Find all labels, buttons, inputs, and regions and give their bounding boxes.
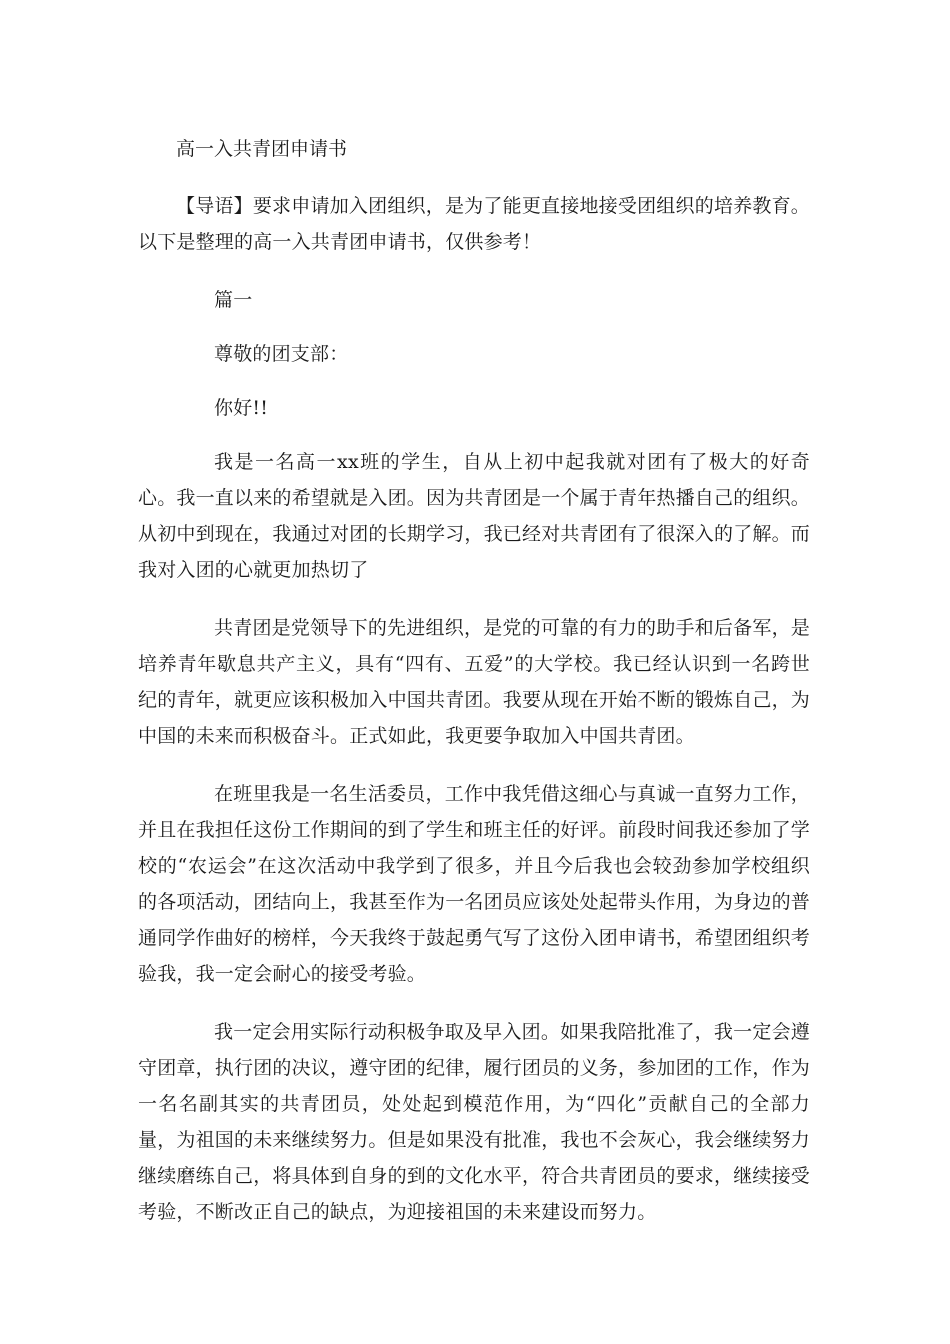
body-paragraph-1: 我是一名高一xx班的学生，自从上初中起我就对团有了极大的好奇心。我一直以来的希望就是入团。因为共青团是一个属于青年热播自己的组织。从初中到现在，我通过对团的长期学习，我已经对共青团有了很深入的了解。而我对入团的心就更加热切了 [138,451,811,581]
document-title: 高一入共青团申请书 [176,138,348,160]
body-paragraph-4: 我一定会用实际行动积极争取及早入团。如果我陪批准了，我一定会遵守团章，执行团的决议，遵守团的纪律，履行团员的义务，参加团的工作，作为一名名副其实的共青团员，处处起到模范作用，为“四化”贡献自己的全部力量，为祖国的未来继续努力。但是如果没有批准，我也不会灰心，我会继续努力继续磨练自己，将具体到自身的到的文化水平，符合共青团员的要求，继续接受考验，不断改正自己的缺点，为迎接祖国的未来建设而努力。 [138,1021,811,1223]
body-paragraph-3: 在班里我是一名生活委员，工作中我凭借这细心与真诚一直努力工作，并且在我担任这份工作期间的到了学生和班主任的好评。前段时间我还参加了学校的“农运会”在这次活动中我学到了很多，并且今后我也会较劲参加学校组织的各项活动，团结向上，我甚至作为一名团员应该处处起带头作用，为身边的普通同学作曲好的榜样，今天我终于鼓起勇气写了这份入团申请书，希望团组织考验我，我一定会耐心的接受考验。 [138,783,811,985]
body-paragraph-2: 共青团是党领导下的先进组织，是党的可靠的有力的助手和后备军，是培养青年歇息共产主义，具有“四有、五爱”的大学校。我已经认识到一名跨世纪的青年，就更应该积极加入中国共青团。我要从现在开始不断的锻炼自己，为中国的未来而积极奋斗。正式如此，我更要争取加入中国共青团。 [138,617,811,747]
section-heading: 篇一 [214,289,253,311]
salutation: 尊敬的团支部： [214,343,349,365]
document-body [138,188,810,1252]
intro-paragraph: 【导语】要求申请加入团组织，是为了能更直接地接受团组织的培养教育。以下是整理的高一入共青团申请书，仅供参考！ [138,195,810,253]
greeting: 你好!! [214,397,269,419]
